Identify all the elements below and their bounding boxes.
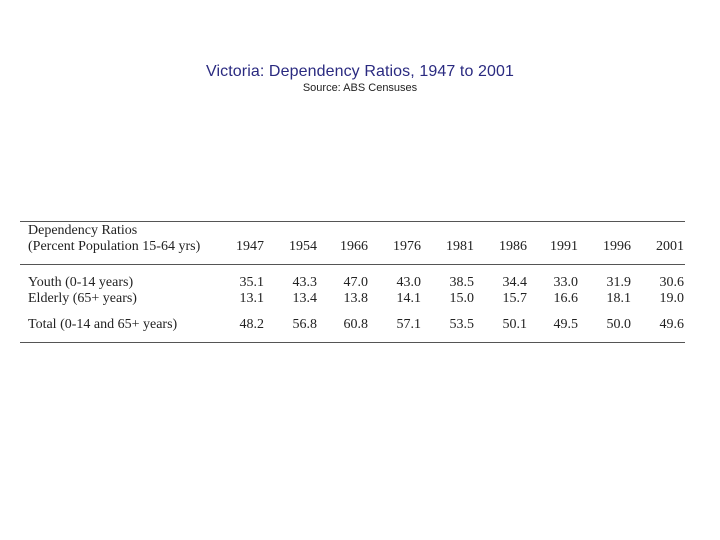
table-cell: 43.0 [396,275,421,290]
year-header: 1986 [499,239,527,254]
table-cell: 49.6 [659,317,684,332]
table-cell: 15.7 [502,291,527,306]
year-header: 1981 [446,239,474,254]
table-cell: 50.0 [606,317,631,332]
page-title: Victoria: Dependency Ratios, 1947 to 2001 [205,63,514,80]
table-cell: 15.0 [449,291,474,306]
table-bottom-rule [20,342,685,343]
table-cell: 35.1 [239,275,264,290]
row-label-elderly: Elderly (65+ years) [28,291,137,306]
table-cell: 18.1 [606,291,631,306]
table-cell: 38.5 [449,275,474,290]
year-header: 1966 [340,239,368,254]
table-header-title: Dependency Ratios [28,223,138,238]
table-cell: 49.5 [553,317,578,332]
year-header: 2001 [656,239,684,254]
table-cell: 43.3 [292,275,317,290]
row-label-youth: Youth (0-14 years) [28,275,134,290]
year-header: 1991 [550,239,578,254]
table-cell: 60.8 [343,317,368,332]
table-header-rule [20,264,685,265]
table-cell: 14.1 [396,291,421,306]
table-cell: 53.5 [449,317,474,332]
year-header: 1954 [289,239,317,254]
table-cell: 47.0 [343,275,368,290]
source-note: Source: ABS Censuses [302,82,418,94]
row-label-total: Total (0-14 and 65+ years) [28,317,178,332]
year-header: 1947 [236,239,264,254]
table-cell: 31.9 [606,275,631,290]
table-header-subtitle: (Percent Population 15-64 yrs) [28,239,201,254]
table-cell: 48.2 [239,317,264,332]
table-cell: 13.4 [292,291,317,306]
table-cell: 30.6 [659,275,684,290]
table-cell: 50.1 [502,317,527,332]
table-cell: 33.0 [553,275,578,290]
table-cell: 57.1 [396,317,421,332]
table-top-rule [20,221,685,222]
year-header: 1996 [603,239,631,254]
table-cell: 19.0 [659,291,684,306]
table-cell: 13.8 [343,291,368,306]
year-header: 1976 [393,239,421,254]
table-cell: 34.4 [502,275,527,290]
table-cell: 13.1 [239,291,264,306]
table-cell: 16.6 [553,291,578,306]
table-cell: 56.8 [292,317,317,332]
